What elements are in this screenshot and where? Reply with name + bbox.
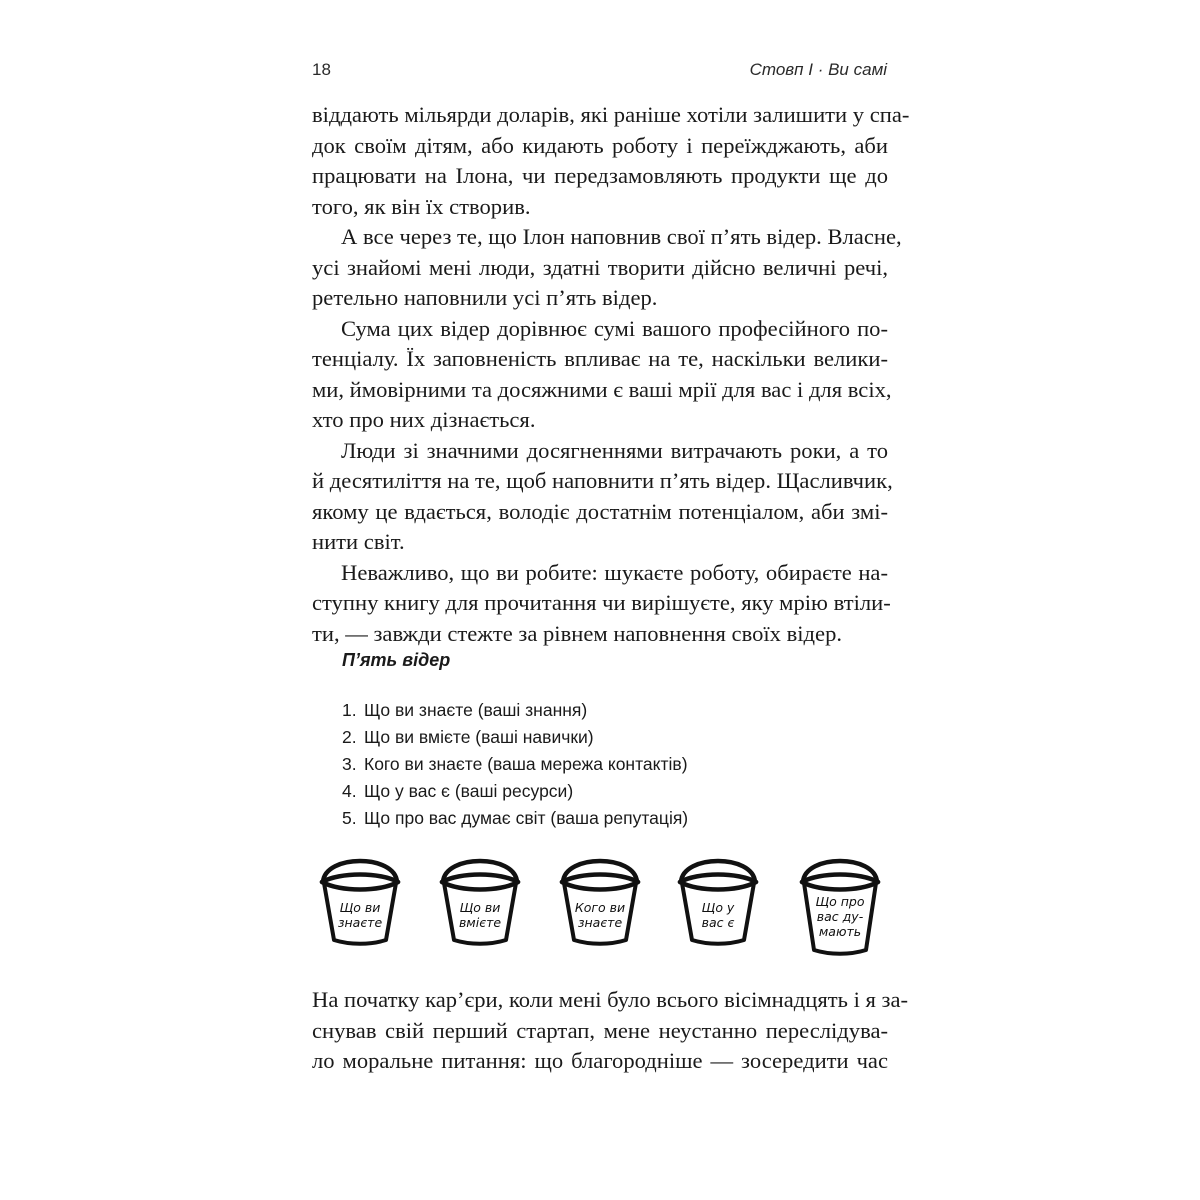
bucket-rim-bottom xyxy=(442,882,518,890)
bucket-rim-bottom xyxy=(802,882,878,890)
bucket-label xyxy=(569,900,631,930)
list-item-number: 2. xyxy=(342,727,357,747)
bucket-label-line: Що про xyxy=(815,894,865,909)
bucket-label-line: знаєте xyxy=(577,915,623,930)
bucket-label xyxy=(809,894,871,939)
list-item-number: 1. xyxy=(342,700,357,720)
text-line: Сума цих відер дорівнює сумі вашого професійного по- xyxy=(341,315,888,341)
section-title: Стовп І · Ви самі xyxy=(749,60,887,79)
text-line: ло моральне питання: що благородніше — зосередити час xyxy=(312,1048,888,1073)
list-item-text: Що про вас думає світ (ваша репутація) xyxy=(364,808,689,828)
text-line: віддають мільярди доларів, які раніше хотіли залишити у спа- xyxy=(312,102,910,127)
bucket-rim-bottom xyxy=(680,882,756,890)
text-line: того, як він їх створив. xyxy=(312,193,531,219)
text-line: Неважливо, що ви робите: шукаєте роботу, обираєте на- xyxy=(341,559,888,585)
bucket-label-line: вас є xyxy=(701,915,735,930)
bucket xyxy=(795,850,885,960)
bucket xyxy=(555,850,645,960)
bucket-rim-top xyxy=(562,875,638,883)
five-buckets-list xyxy=(342,697,688,832)
bucket-label-line: знаєте xyxy=(337,915,383,930)
bucket-label-line: Що у xyxy=(701,900,735,915)
list-item xyxy=(342,697,688,724)
text-line: нити світ. xyxy=(312,529,405,554)
bucket-label-line: Кого ви xyxy=(574,900,626,915)
list-item-number: 4. xyxy=(342,781,357,801)
bucket-rim-bottom xyxy=(322,882,398,890)
bucket-rim-top xyxy=(322,875,398,883)
list-item xyxy=(342,805,688,832)
bucket-rim-bottom xyxy=(562,882,638,890)
paragraph xyxy=(312,100,910,222)
text-line: ступну книгу для прочитання чи вирішуєте, яку мрію втіли- xyxy=(312,590,891,615)
bucket-rim-top xyxy=(680,875,756,883)
text-line: усі знайомі мені люди, здатні творити дійсно величні речі, xyxy=(312,254,888,280)
paragraph xyxy=(312,436,893,558)
bucket xyxy=(435,850,525,960)
paragraph xyxy=(312,222,902,314)
bucket-label-line: вас ду- xyxy=(816,909,864,924)
bucket-label-line: вмієте xyxy=(458,915,502,930)
bucket-rim-top xyxy=(442,875,518,883)
bucket xyxy=(673,850,763,960)
text-line: На початку кар’єри, коли мені було всього вісімнадцять і я за- xyxy=(312,987,909,1012)
bucket-label xyxy=(329,900,391,930)
list-item-text: Кого ви знаєте (ваша мережа контактів) xyxy=(364,754,688,774)
bucket-illustrations xyxy=(312,850,888,965)
list-item-number: 3. xyxy=(342,754,357,774)
text-line: снував свій перший стартап, мене неустанно переслідува- xyxy=(312,1017,888,1043)
list-item xyxy=(342,778,688,805)
text-line: й десятиліття на те, щоб наповнити п’ять відер. Щасливчик, xyxy=(312,468,893,493)
list-item-number: 5. xyxy=(342,808,357,828)
bucket-label-line: Що ви xyxy=(339,900,381,915)
text-line: якому це вдається, володіє достатнім потенціалом, аби змі- xyxy=(312,498,888,524)
body-text-bottom xyxy=(312,985,909,1077)
text-line: Люди зі значними досягненнями витрачають роки, а то xyxy=(341,437,888,463)
body-text-top xyxy=(312,100,910,649)
paragraph xyxy=(312,558,891,650)
bucket xyxy=(315,850,405,960)
list-title: П’ять відер xyxy=(342,650,451,670)
list-item-text: Що у вас є (ваші ресурси) xyxy=(364,781,574,801)
list-item xyxy=(342,751,688,778)
text-line: працювати на Ілона, чи передзамовляють продукти ще до xyxy=(312,163,888,188)
bucket-label-line: Що ви xyxy=(459,900,501,915)
paragraph xyxy=(312,314,892,436)
page-number: 18 xyxy=(312,60,331,79)
list-item xyxy=(342,724,688,751)
paragraph xyxy=(312,985,909,1077)
list-item-text: Що ви знаєте (ваші знання) xyxy=(364,700,588,720)
running-head xyxy=(312,60,887,84)
text-line: А все через те, що Ілон наповнив свої п’ять відер. Власне, xyxy=(341,224,902,249)
list-item-text: Що ви вмієте (ваші навички) xyxy=(364,727,594,747)
text-line: тенціалу. Їх заповненість впливає на те, наскільки велики- xyxy=(312,346,888,371)
bucket-rim-top xyxy=(802,875,878,883)
bucket-label-line: мають xyxy=(818,924,862,939)
text-line: хто про них дізнається. xyxy=(312,407,536,432)
text-line: док своїм дітям, або кидають роботу і переїжджають, аби xyxy=(312,132,888,158)
bucket-label xyxy=(687,900,749,930)
text-line: ти, — завжди стежте за рівнем наповнення своїх відер. xyxy=(312,620,843,646)
bucket-label xyxy=(449,900,511,930)
text-line: ми, ймовірними та досяжними є ваші мрії для вас і для всіх, xyxy=(312,376,892,402)
text-line: ретельно наповнили усі п’ять відер. xyxy=(312,285,658,310)
